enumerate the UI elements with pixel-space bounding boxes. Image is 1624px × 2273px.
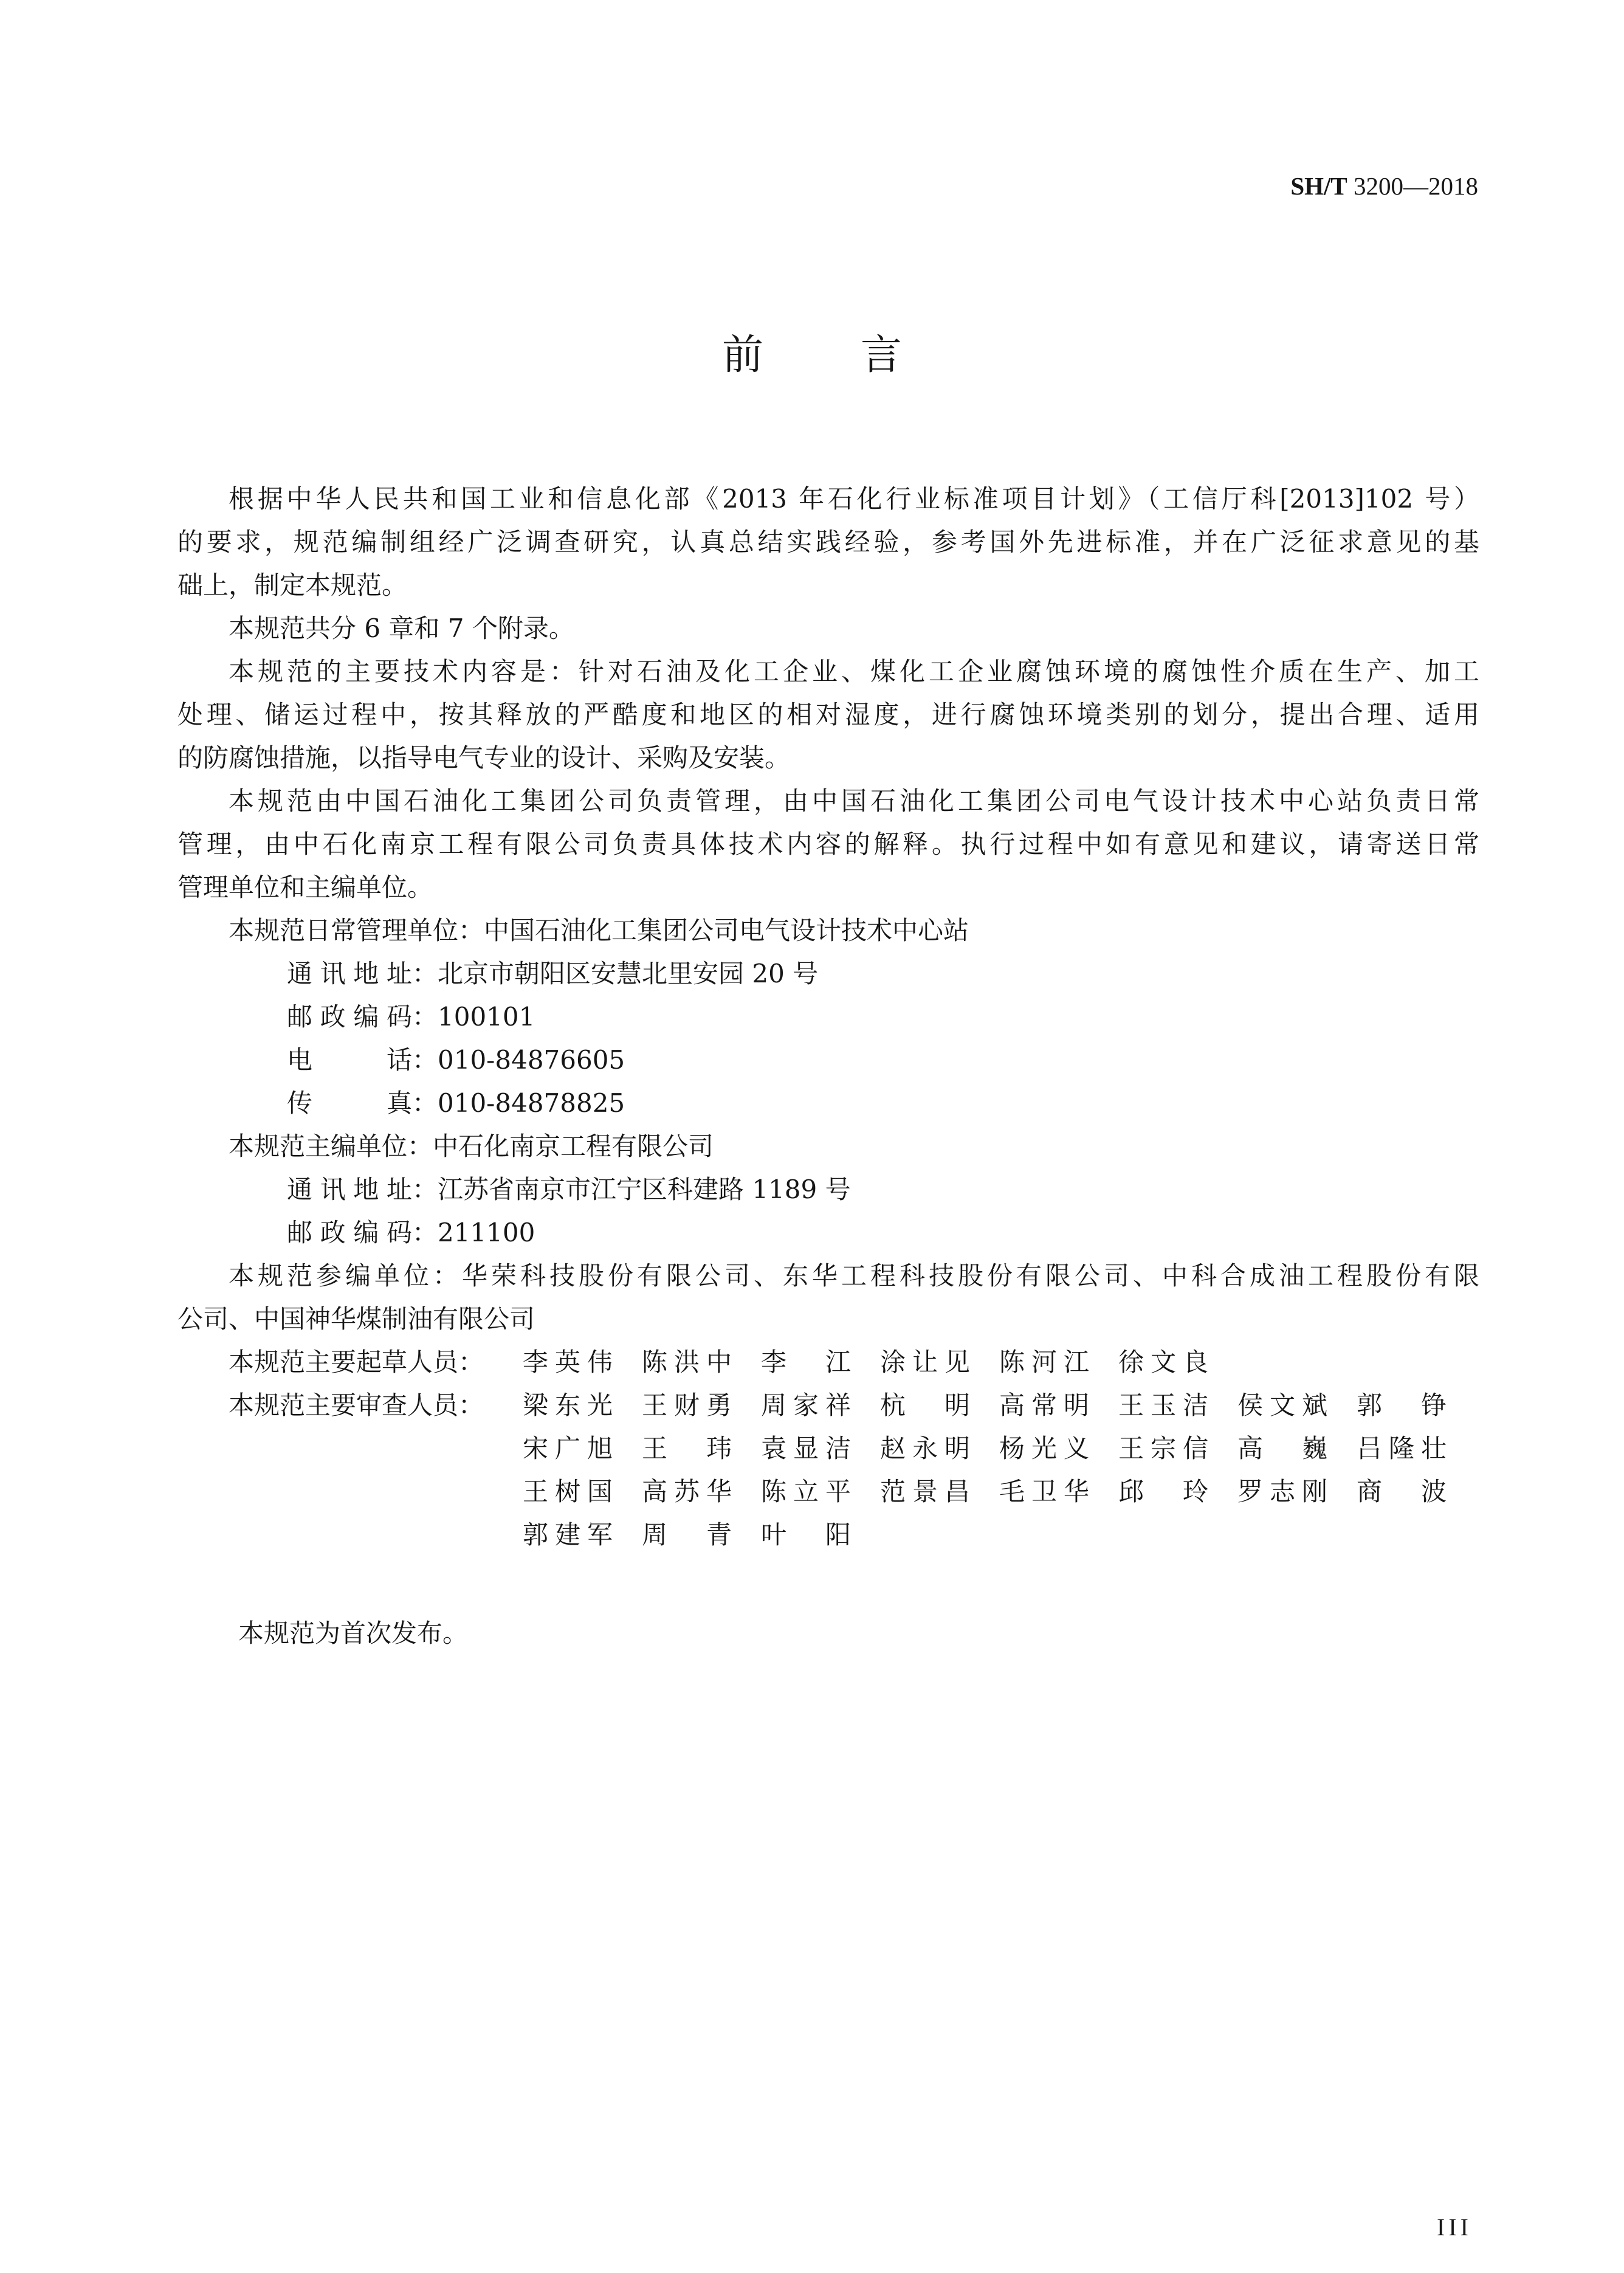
- drafter-name: 李江: [761, 1347, 851, 1377]
- reviewers-label: 本规范主要审查人员：: [229, 1390, 484, 1420]
- reviewer-name: 郭铮: [1357, 1390, 1447, 1420]
- reviewer-name: 叶阳: [761, 1520, 851, 1550]
- paragraph-4-line-1: 本规范由中国石油化工集团公司负责管理，由中国石油化工集团公司电气设计技术中心站负责日常: [229, 786, 1479, 816]
- chief-editor-address-label: 通讯地址: [287, 1174, 412, 1204]
- standard-prefix: SH/T: [1290, 172, 1347, 200]
- paragraph-3-line-3: 的防腐蚀措施，以指导电气专业的设计、采购及安装。: [177, 743, 791, 773]
- management-address-row: 通讯地址：北京市朝阳区安慧北里安园 20 号: [287, 959, 819, 988]
- page-number: III: [1437, 2213, 1472, 2241]
- reviewer-name: 高苏华: [642, 1477, 732, 1506]
- reviewer-name: 商波: [1357, 1477, 1447, 1506]
- reviewer-name: 王玮: [642, 1433, 732, 1463]
- chief-editor-postcode-row: 邮政编码：211100: [287, 1218, 535, 1247]
- reviewer-name: 杨光义: [999, 1433, 1089, 1463]
- participating-units-line-2: 公司、中国神华煤制油有限公司: [177, 1304, 535, 1334]
- reviewer-name: 袁显洁: [761, 1433, 851, 1463]
- reviewer-name: 陈立平: [761, 1477, 851, 1506]
- paragraph-1-line-1: 根据中华人民共和国工业和信息化部《2013 年石化行业标准项目计划》（工信厅科[2013]102 号）: [229, 484, 1479, 514]
- reviewer-name: 王树国: [523, 1477, 613, 1506]
- reviewer-name: 王宗信: [1118, 1433, 1208, 1463]
- reviewer-name: 王玉洁: [1118, 1390, 1208, 1420]
- chief-editor-postcode: 211100: [438, 1218, 535, 1247]
- reviewer-name: 高巍: [1237, 1433, 1327, 1463]
- standard-number: 3200—2018: [1354, 172, 1478, 200]
- management-phone-row: 电话：010-84876605: [287, 1045, 625, 1075]
- paragraph-1-line-3: 础上，制定本规范。: [177, 570, 408, 600]
- drafter-name: 李英伟: [523, 1347, 613, 1377]
- chief-editor-unit-line: 本规范主编单位：中石化南京工程有限公司: [229, 1131, 714, 1161]
- management-address: 北京市朝阳区安慧北里安园 20 号: [438, 959, 819, 988]
- reviewer-name: 范景昌: [880, 1477, 970, 1506]
- page-title: 前言: [721, 331, 999, 379]
- management-phone-label: 电话: [287, 1045, 412, 1075]
- reviewer-name: 赵永明: [880, 1433, 970, 1463]
- standard-code: [1290, 171, 1478, 201]
- reviewer-name: 梁东光: [523, 1390, 613, 1420]
- paragraph-4-line-3: 管理单位和主编单位。: [177, 872, 433, 902]
- reviewer-name: 毛卫华: [999, 1477, 1089, 1506]
- reviewer-name: 周家祥: [761, 1390, 851, 1420]
- management-unit-line: 本规范日常管理单位：中国石油化工集团公司电气设计技术中心站: [229, 916, 969, 945]
- management-postcode-label: 邮政编码: [287, 1002, 412, 1032]
- reviewer-name: 高常明: [999, 1390, 1089, 1420]
- paragraph-1-line-2: 的要求，规范编制组经广泛调查研究，认真总结实践经验，参考国外先进标准，并在广泛征求意见的基: [177, 527, 1479, 557]
- reviewer-name: 王财勇: [642, 1390, 732, 1420]
- closing-statement: 本规范为首次发布。: [238, 1618, 469, 1648]
- participating-units-line-1: 本规范参编单位：华荣科技股份有限公司、东华工程科技股份有限公司、中科合成油工程股份有限: [229, 1261, 1479, 1291]
- drafters-label: 本规范主要起草人员：: [229, 1347, 484, 1377]
- paragraph-2: 本规范共分 6 章和 7 个附录。: [229, 613, 574, 643]
- management-postcode-row: 邮政编码：100101: [287, 1002, 535, 1032]
- management-fax: 010-84878825: [438, 1088, 625, 1118]
- reviewer-name: 侯文斌: [1237, 1390, 1327, 1420]
- drafter-name: 陈河江: [999, 1347, 1089, 1377]
- reviewer-name: 杭明: [880, 1390, 970, 1420]
- paragraph-3-line-1: 本规范的主要技术内容是：针对石油及化工企业、煤化工企业腐蚀环境的腐蚀性介质在生产、加工: [229, 657, 1479, 686]
- reviewer-name: 宋广旭: [523, 1433, 613, 1463]
- chief-editor-address-row: 通讯地址：江苏省南京市江宁区科建路 1189 号: [287, 1174, 851, 1204]
- reviewer-name: 吕隆壮: [1357, 1433, 1447, 1463]
- drafter-name: 徐文良: [1118, 1347, 1208, 1377]
- management-fax-row: 传真：010-84878825: [287, 1088, 625, 1118]
- chief-editor-postcode-label: 邮政编码: [287, 1218, 412, 1247]
- management-phone: 010-84876605: [438, 1045, 625, 1075]
- management-address-label: 通讯地址: [287, 959, 412, 988]
- reviewer-name: 郭建军: [523, 1520, 613, 1550]
- management-fax-label: 传真: [287, 1088, 412, 1118]
- drafter-name: 涂让见: [880, 1347, 970, 1377]
- paragraph-3-line-2: 处理、储运过程中，按其释放的严酷度和地区的相对湿度，进行腐蚀环境类别的划分，提出合理、适用: [177, 700, 1479, 729]
- reviewer-name: 罗志刚: [1237, 1477, 1327, 1506]
- drafter-name: 陈洪中: [642, 1347, 732, 1377]
- chief-editor-address: 江苏省南京市江宁区科建路 1189 号: [438, 1174, 851, 1204]
- reviewer-name: 周青: [642, 1520, 732, 1550]
- reviewer-name: 邱玲: [1118, 1477, 1208, 1506]
- paragraph-4-line-2: 管理，由中石化南京工程有限公司负责具体技术内容的解释。执行过程中如有意见和建议，请寄送日常: [177, 829, 1479, 859]
- management-postcode: 100101: [438, 1002, 535, 1032]
